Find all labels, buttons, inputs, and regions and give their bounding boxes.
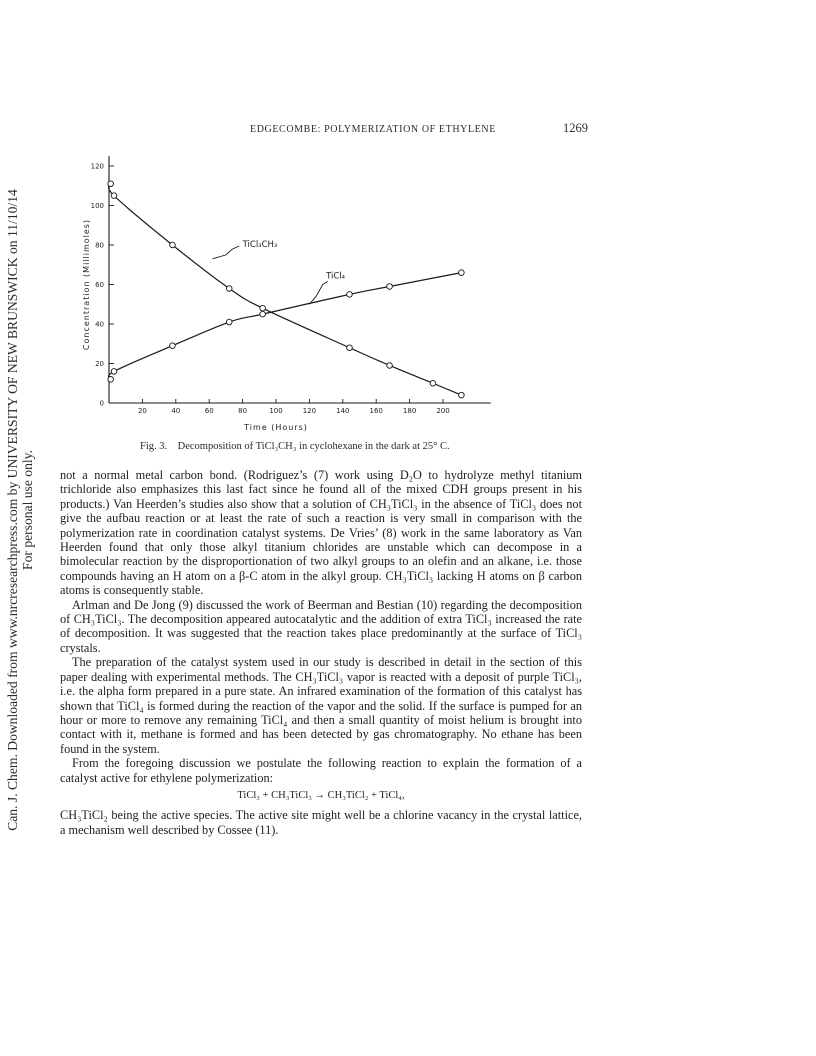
y-tick-label: 60 [95,281,104,289]
figure-3 [80,150,560,440]
data-point [430,380,436,386]
article-body [60,468,582,837]
chart-curves [109,184,462,395]
x-tick-label: 160 [369,407,383,415]
leader-line-1 [213,246,240,259]
data-point [226,319,232,325]
x-tick-label: 140 [336,407,350,415]
y-axis-title: Concentration (Millimoles) [82,218,91,351]
figure-caption [140,441,620,452]
download-watermark [2,180,38,840]
x-tick-label: 100 [269,407,283,415]
y-tick-label: 40 [95,320,104,329]
y-tick-label: 0 [99,399,104,408]
data-point [347,292,353,298]
x-tick-label: 120 [302,407,317,415]
series-line-0 [109,184,462,395]
data-point [111,369,117,375]
x-tick-label: 40 [171,407,181,415]
decomposition-chart [80,150,560,440]
paragraph-2: Arlman and De Jong (9) discussed the work of Beerman and Bestian (10) regarding the decomposition of CH₃TiCl₃. The decomposition appeared autocatalytic and the addition of extra TiCl₃ increased the rate of decomposition. It was suggested that the reaction takes place predominantly at the surface of TiCl₃ crystals. [60,597,582,655]
figure-caption-text: Decomposition of TiCl₃CH₃ in cyclohexane in the dark at 25° C. [177,441,450,452]
chart-labels [82,219,346,432]
figure-caption-label: Fig. 3. [140,441,168,452]
x-tick-label: 180 [402,407,417,415]
data-point [108,377,114,383]
x-tick-label: 60 [204,407,214,415]
data-point [387,363,393,369]
y-tick-label: 120 [90,162,104,171]
data-point [111,193,117,199]
watermark-line-2: For personal use only. [20,450,35,570]
chart-points [108,181,464,398]
data-point [387,284,393,290]
chart-ticks [91,163,450,416]
paragraph-5: CH₃TiCl₂ being the active species. The active site might well be a chlorine vacancy in the crystal lattice, a mechanism well described by Cossee (11). [60,808,582,837]
y-tick-label: 80 [95,241,104,250]
data-point [347,345,353,351]
watermark-line-1: Can. J. Chem. Downloaded from www.nrcresearchpress.com by UNIVERSITY OF NEW BRUNSWICK on 11/10/14 [5,189,20,831]
x-axis-title: Time (Hours) [244,423,308,432]
series-label-1: TiCl₃CH₃ [242,239,278,250]
data-point [108,181,114,187]
x-tick-label: 20 [137,407,147,415]
series-line-1 [109,273,462,380]
data-point [260,311,266,317]
running-head: EDGECOMBE: POLYMERIZATION OF ETHYLENE [250,124,496,135]
x-tick-label: 200 [436,407,450,415]
series-label-2: TiCl₄ [326,271,346,282]
y-tick-label: 20 [95,360,104,368]
paragraph-4: From the foregoing discussion we postulate the following reaction to explain the formation of a catalyst active for ethylene polymerization: [60,756,582,785]
x-tick-label: 80 [238,407,248,415]
page-number: 1269 [563,121,588,135]
data-point [170,242,176,248]
data-point [459,270,465,276]
data-point [226,286,232,292]
paragraph-1: not a normal metal carbon bond. (Rodriguez’s (7) work using D₂O to hydrolyze methyl titanium trichloride also emphasizes this last fact since he found all of the mixed CDH groups present in his products.) Van Heerden’s studies also show that a solution of CH₃TiCl₃ in the absence of TiCl₃ does not give the aufbau reaction or at least the rate of such a reaction is very small in comparison with the polymerization rate in coordination catalyst systems. De Vries’ (8) work in the same laboratory as Van Heerden found that only those alkyl titanium chlorides are unstable which can decompose in a bimolecular reaction by the disproportionation of two alkyl groups to an olefin and an alkane, i.e. those compounds having an H atom on a β-C atom in the alkyl group. CH₃TiCl₃ lacking H atoms on β carbon atoms is consequently stable. [60,468,582,598]
chart-axes [109,156,491,403]
data-point [260,305,266,311]
data-point [459,392,465,398]
reaction-equation: TiCl₃ + CH₃TiCl₃ → CH₃TiCl₂ + TiCl₄, [237,789,405,801]
data-point [170,343,176,349]
y-tick-label: 100 [90,202,104,210]
paragraph-3: The preparation of the catalyst system used in our study is described in detail in the section of this paper dealing with experimental methods. The CH₃TiCl₃ vapor is reacted with a deposit of purple TiCl₃, i.e. the alpha form prepared in a pure state. An infrared examination of the formation of this catalyst has shown that TiCl₄ is formed during the reaction of the vapor and the solid. If the surface is pumped for an hour or more to remove any remaining TiCl₄ and then a small quantity of moist helium is brought into contact with it, methane is formed and has been detected by gas chromatography. No ethane has been found in the system. [60,655,582,756]
